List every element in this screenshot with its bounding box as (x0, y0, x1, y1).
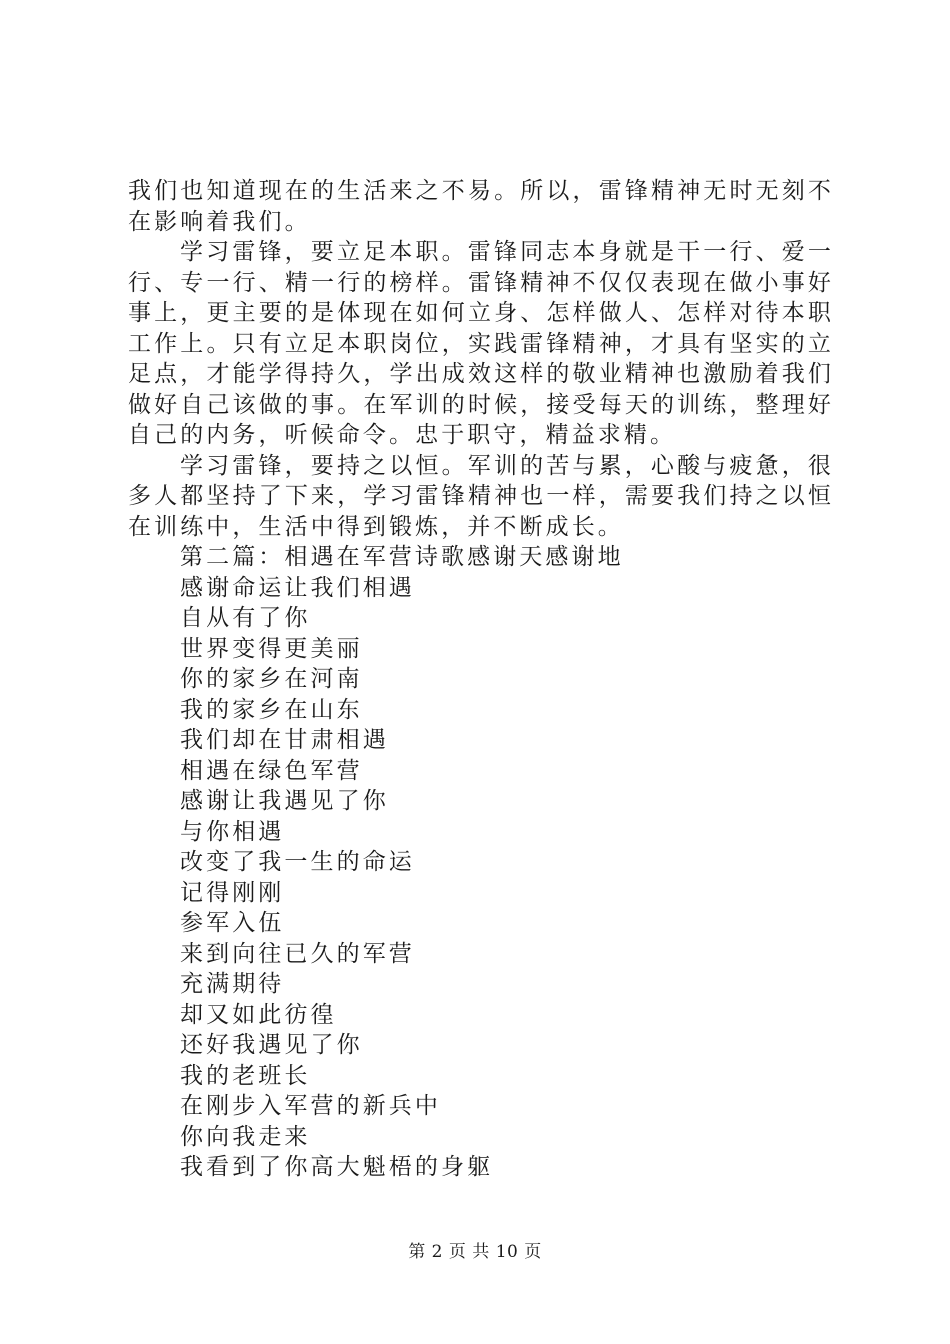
document-body (128, 176, 834, 1183)
poem-line: 参军入伍 (180, 910, 285, 936)
section-title: 第二篇：相遇在军营诗歌感谢天感谢地 (180, 544, 624, 570)
poem-line: 我们却在甘肃相遇 (180, 727, 389, 753)
poem-line: 感谢让我遇见了你 (180, 788, 389, 814)
poem-line: 充满期待 (180, 971, 285, 997)
poem-line: 与你相遇 (180, 818, 285, 845)
poem-line: 来到向往已久的军营 (180, 940, 415, 967)
poem-line: 却又如此彷徨 (180, 1001, 337, 1028)
poem-line: 我的老班长 (180, 1062, 311, 1089)
paragraph-stand-firm: 学习雷锋，要立足本职。雷锋同志本身就是干一行、爱一行、专一行、精一行的榜样。雷锋精神不仅仅表现在做小事好事上，更主要的是体现在如何立身、怎样做人、怎样对待本职工作上。只有立足本职岗位，实践雷锋精神，才具有坚实的立足点，才能学得持久，学出成效这样的敬业精神也激励着我们做好自己该做的事。在军训的时候，接受每天的训练，整理好自己的内务，听候命令。忠于职守，精益求精。 (128, 239, 834, 448)
poem-line: 在刚步入军营的新兵中 (180, 1093, 441, 1119)
poem-line: 记得刚刚 (180, 879, 285, 906)
page-number-footer: 第 2 页 共 10 页 (408, 1242, 542, 1262)
poem-line: 还好我遇见了你 (180, 1032, 363, 1058)
poem-line: 我的家乡在山东 (180, 696, 363, 723)
poem-line: 我看到了你高大魁梧的身躯 (180, 1154, 494, 1180)
poem-line: 你的家乡在河南 (180, 666, 363, 692)
paragraph-continued: 我们也知道现在的生活来之不易。所以，雷锋精神无时无刻不在影响着我们。 (128, 178, 834, 235)
poem-line: 相遇在绿色军营 (180, 757, 363, 784)
poem (128, 573, 834, 1183)
poem-line: 世界变得更美丽 (180, 635, 363, 662)
paragraph-persevere: 学习雷锋，要持之以恒。军训的苦与累，心酸与疲惫，很多人都坚持了下来，学习雷锋精神也一样，需要我们持之以恒在训练中，生活中得到锻炼，并不断成长。 (128, 452, 834, 540)
poem-line: 自从有了你 (180, 605, 311, 631)
poem-line: 你向我走来 (180, 1123, 311, 1150)
poem-line: 感谢命运让我们相遇 (180, 574, 415, 601)
poem-line: 改变了我一生的命运 (180, 849, 415, 875)
